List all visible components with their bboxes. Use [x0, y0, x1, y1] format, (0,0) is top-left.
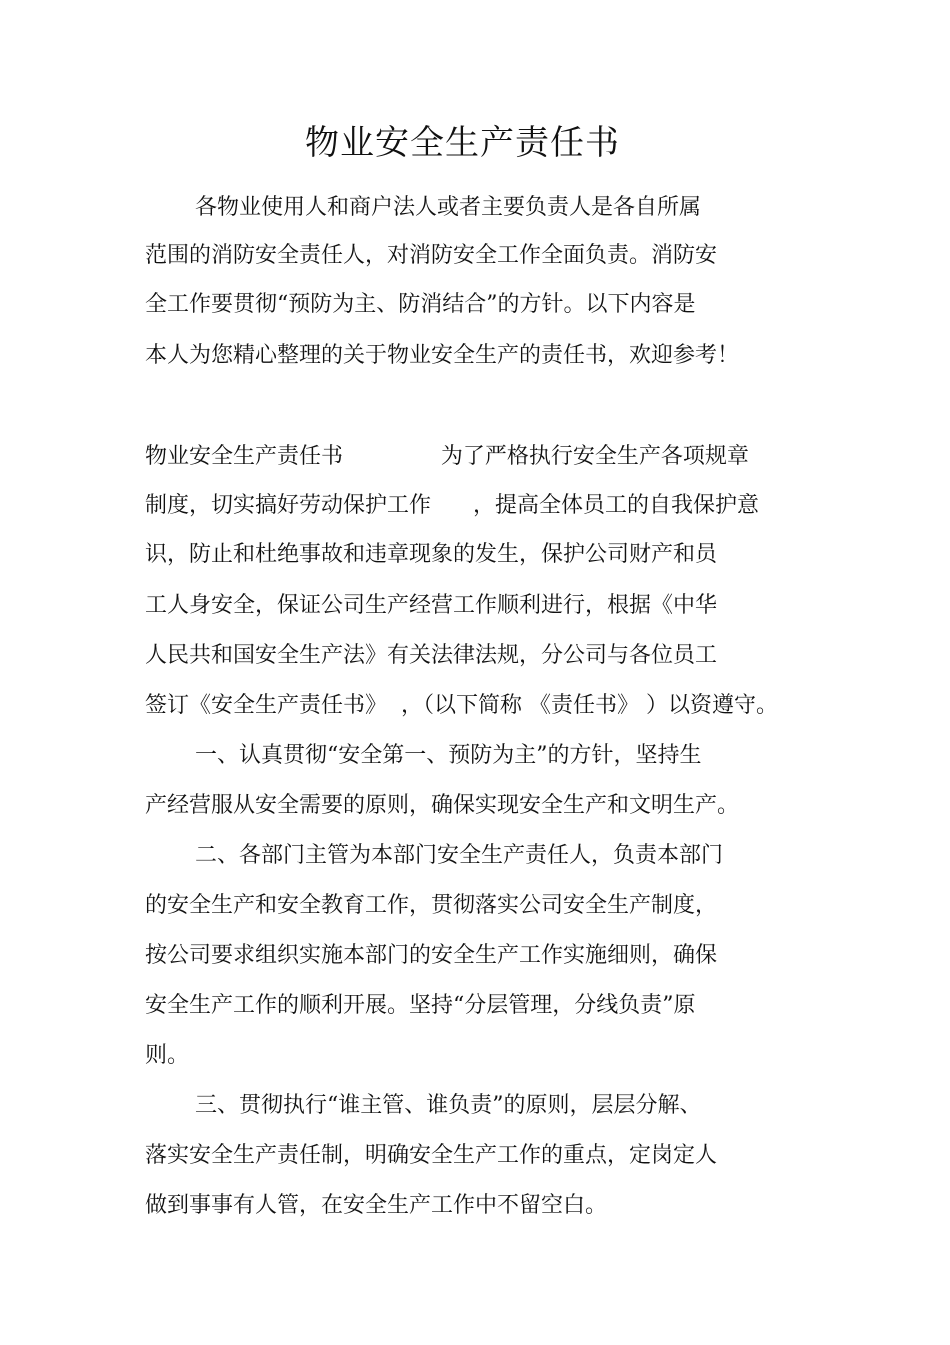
paragraph-line: 识，防止和杜绝事故和违章现象的发生，保护公司财产和员 [145, 542, 718, 567]
paragraph-line: 二、各部门主管为本部门安全生产责任人，负责本部门 [195, 843, 724, 868]
paragraph-line: 做到事事有人管，在安全生产工作中不留空白。 [145, 1193, 608, 1218]
paragraph-line: 物业安全生产责任书 为了严格执行安全生产各项规章 [145, 444, 749, 469]
paragraph-line: 本人为您精心整理的关于物业安全生产的责任书，欢迎参考！ [145, 343, 740, 368]
paragraph-line: 签订《安全生产责任书》 ，（以下简称 《责任书》 ）以资遵守。 [145, 693, 778, 718]
document-title: 物业安全生产责任书 [305, 123, 620, 163]
paragraph-line: 落实安全生产责任制，明确安全生产工作的重点，定岗定人 [145, 1143, 718, 1168]
paragraph-line: 人民共和国安全生产法》有关法律法规，分公司与各位员工 [145, 643, 718, 668]
paragraph-line: 一、认真贯彻“安全第一、预防为主”的方针，坚持生 [195, 743, 702, 768]
paragraph-line: 制度，切实搞好劳动保护工作 ，提高全体员工的自我保护意 [145, 493, 759, 518]
paragraph-line: 范围的消防安全责任人，对消防安全工作全面负责。消防安 [145, 243, 718, 268]
paragraph-line: 安全生产工作的顺利开展。坚持“分层管理，分线负责”原 [145, 993, 696, 1018]
paragraph-line: 的安全生产和安全教育工作，贯彻落实公司安全生产制度， [145, 893, 718, 918]
paragraph-line: 各物业使用人和商户法人或者主要负责人是各自所属 [195, 195, 702, 220]
paragraph-line: 则。 [145, 1043, 190, 1068]
paragraph-line: 全工作要贯彻“预防为主、防消结合”的方针。以下内容是 [145, 292, 696, 317]
paragraph-line: 按公司要求组织实施本部门的安全生产工作实施细则，确保 [145, 943, 718, 968]
paragraph-line: 产经营服从安全需要的原则，确保实现安全生产和文明生产。 [145, 793, 740, 818]
paragraph-line: 工人身安全，保证公司生产经营工作顺利进行，根据《中华 [145, 593, 718, 618]
paragraph-line: 三、贯彻执行“谁主管、谁负责”的原则，层层分解、 [195, 1093, 702, 1118]
